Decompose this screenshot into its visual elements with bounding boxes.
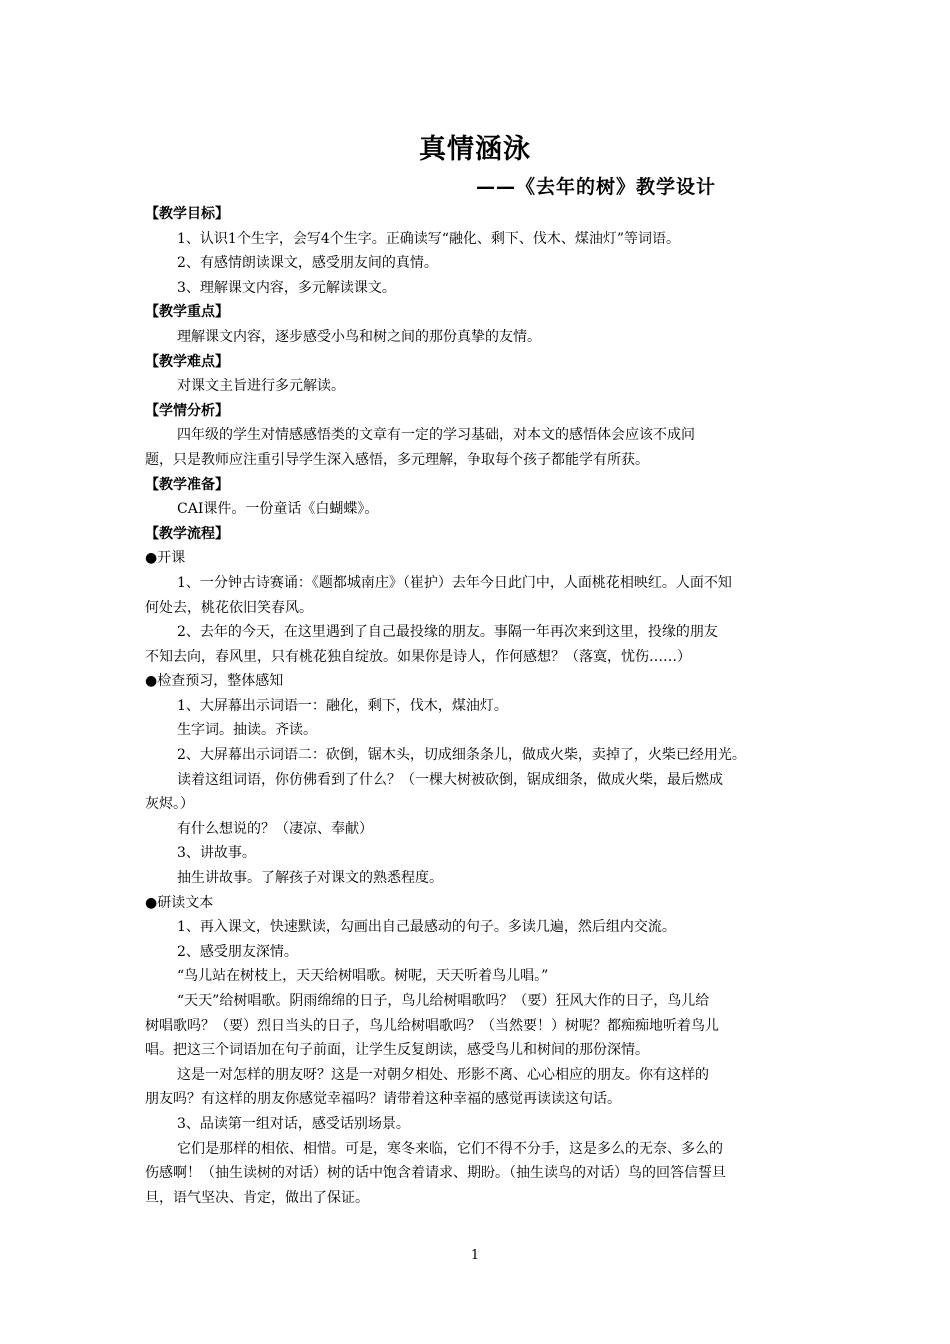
text-line: 有什么想说的？（凄凉、奉献） (177, 820, 373, 837)
document-subtitle: ——《去年的树》教学设计 (476, 176, 717, 198)
text-line: 对课文主旨进行多元解读。 (177, 378, 345, 395)
text-line: 理解课文内容，逐步感受小鸟和树之间的那份真挚的友情。 (177, 328, 541, 345)
section-heading: 【教学准备】 (145, 476, 229, 493)
text-line: 2、感受朋友深情。 (177, 943, 298, 960)
text-line: 2、大屏幕出示词语二：砍倒，锯木头，切成细条条儿，做成火柴，卖掉了，火柴已经用光。 (177, 747, 746, 764)
text-line: 2、去年的今天，在这里遇到了自己最投缘的朋友。事隔一年再次来到这里，投缘的朋友 (177, 624, 718, 641)
section-heading: 【教学重点】 (145, 304, 229, 321)
text-line: 读着这组词语，你仿佛看到了什么？（一棵大树被砍倒，锯成细条，做成火柴，最后燃成 (177, 771, 723, 788)
section-heading: 【教学难点】 (145, 353, 229, 370)
text-line: 朋友吗？有这样的朋友你感觉幸福吗？请带着这种幸福的感觉再读读这句话。 (145, 1091, 621, 1108)
text-line: 四年级的学生对情感感悟类的文章有一定的学习基础，对本文的感悟体会应该不成问 (177, 427, 695, 444)
text-line: 这是一对怎样的朋友呀？这是一对朝夕相处、形影不离、心心相应的朋友。你有这样的 (177, 1066, 709, 1083)
text-line: 旦，语气坚决、肯定，做出了保证。 (145, 1189, 369, 1206)
text-line: 3、讲故事。 (177, 845, 256, 862)
text-line: 题，只是教师应注重引导学生深入感悟，多元理解，争取每个孩子都能学有所获。 (145, 451, 649, 468)
text-line: 3、品读第一组对话，感受话别场景。 (177, 1115, 410, 1132)
text-line: 抽生讲故事。了解孩子对课文的熟悉程度。 (177, 870, 443, 887)
text-line: 不知去向，春风里，只有桃花独自绽放。如果你是诗人，作何感想？（落寞，忧伤……） (145, 648, 691, 665)
text-line: ●开课 (145, 550, 186, 567)
text-line: 唱。把这三个词语加在句子前面，让学生反复朗读，感受鸟儿和树间的那份深情。 (145, 1042, 649, 1059)
text-line: 何处去，桃花依旧笑春风。 (145, 599, 313, 616)
text-line: CAI课件。一份童话《白蝴蝶》。 (177, 501, 379, 518)
text-line: “天天”给树唱歌。阴雨绵绵的日子，鸟儿给树唱歌吗？（要）狂风大作的日子，鸟儿给 (177, 993, 710, 1009)
document-title: 真情涵泳 (419, 134, 531, 165)
section-heading: 【教学流程】 (145, 525, 229, 542)
page-number: 1 (470, 1248, 480, 1263)
section-heading: 【学情分析】 (145, 402, 229, 419)
text-line: 1、再入课文，快速默读，勾画出自己最感动的句子。多读几遍，然后组内交流。 (177, 919, 676, 936)
text-line: 2、有感情朗读课文，感受朋友间的真情。 (177, 255, 438, 272)
text-line: 灰烬。） (145, 796, 194, 813)
text-line: 1、一分钟古诗赛诵：《题都城南庄》（崔护）去年今日此门中，人面桃花相映红。人面不知 (177, 574, 732, 591)
text-line: ●检查预习，整体感知 (145, 673, 284, 690)
text-line: 它们是那样的相依、相惜。可是，寒冬来临，它们不得不分手，这是多么的无奈、多么的 (177, 1140, 723, 1157)
document-body (145, 202, 813, 1210)
section-heading: 【教学目标】 (145, 206, 229, 222)
text-line: 3、理解课文内容，多元解读课文。 (177, 279, 396, 296)
text-line: ●研读文本 (145, 894, 214, 911)
text-line: 伤感啊！（抽生读树的对话）树的话中饱含着请求、期盼。（抽生读鸟的对话）鸟的回答信誓旦 (145, 1165, 726, 1182)
text-line: 1、认识1个生字，会写4个生字。正确读写“融化、剩下、伐木、煤油灯”等词语。 (177, 230, 681, 247)
text-line: 树唱歌吗？（要）烈日当头的日子，鸟儿给树唱歌吗？（当然要！）树呢？都痴痴地听着鸟儿 (145, 1017, 719, 1034)
text-line: 1、大屏幕出示词语一：融化，剩下，伐木，煤油灯。 (177, 697, 508, 714)
text-line: “鸟儿站在树枝上，天天给树唱歌。树呢，天天听着鸟儿唱。” (177, 968, 549, 985)
text-line: 生字词。抽读。齐读。 (177, 722, 317, 739)
